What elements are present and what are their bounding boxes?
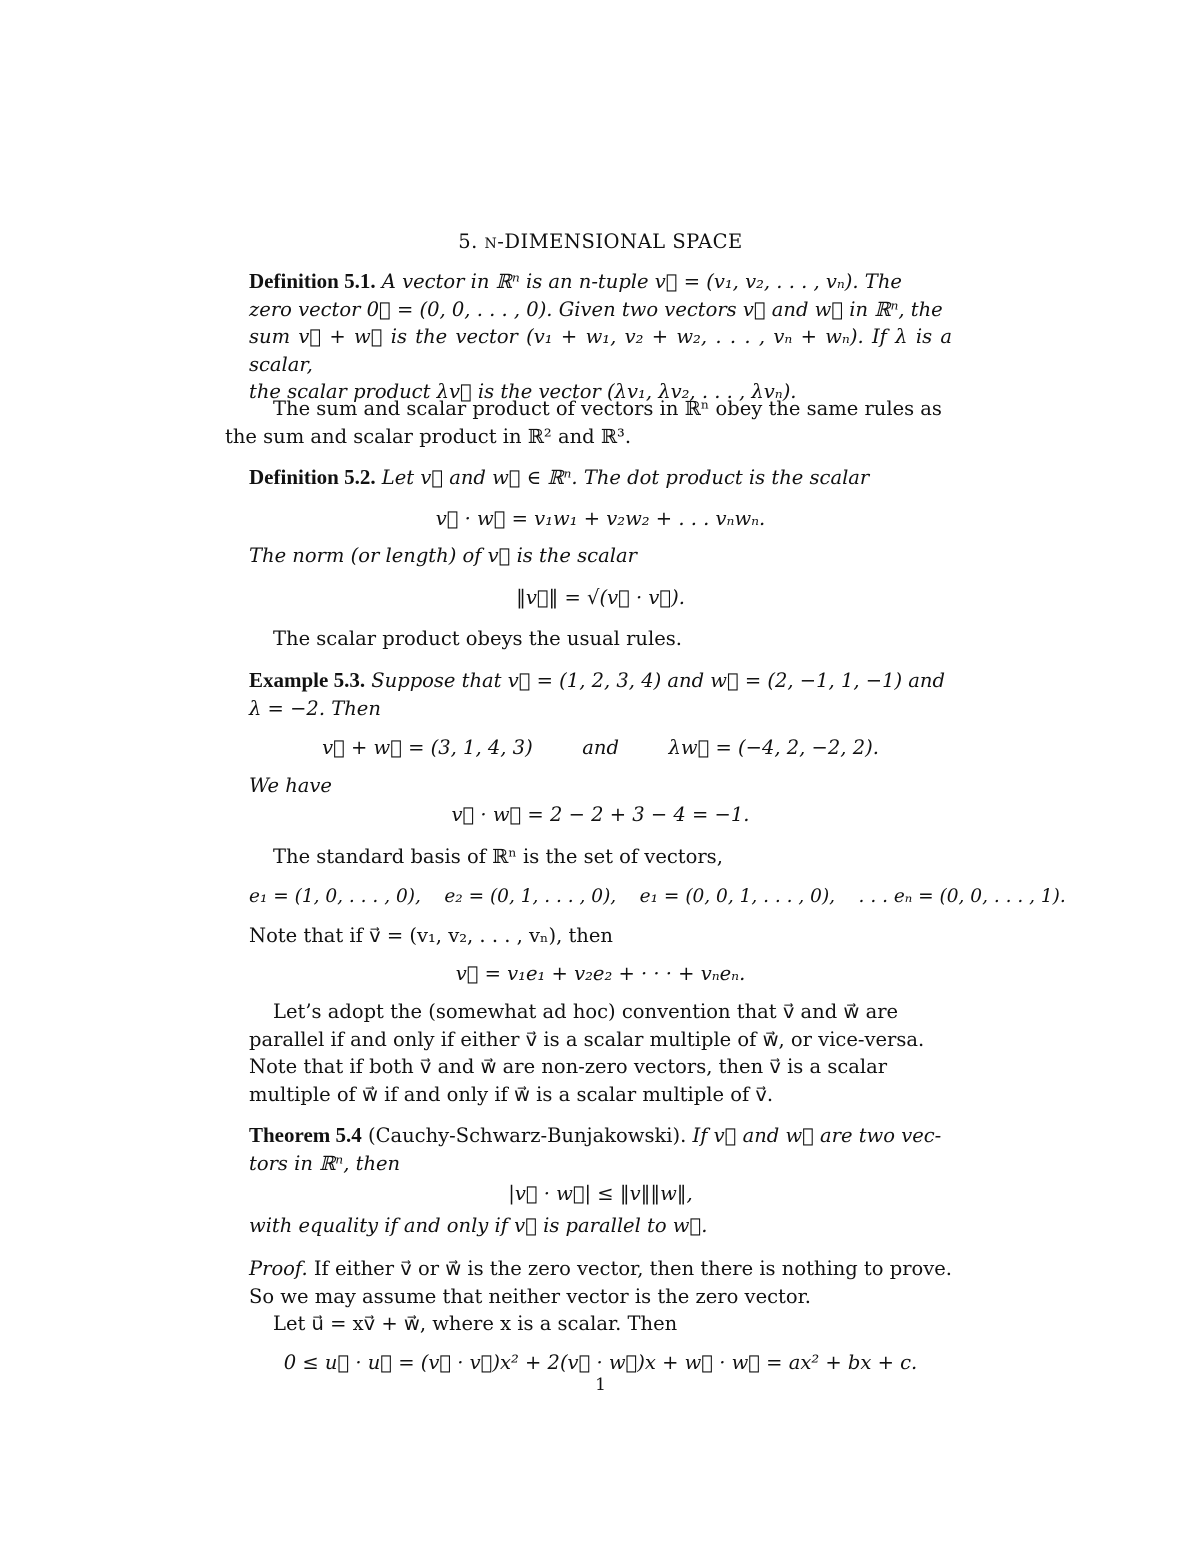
def52-text: Let v⃗ and w⃗ ∈ ℝⁿ. The dot product is the scalar	[381, 466, 870, 489]
running-title: 5. n-DIMENSIONAL SPACE	[458, 230, 743, 253]
page-number: 1	[595, 1375, 606, 1395]
equation-dot-product: v⃗ · w⃗ = v₁w₁ + v₂w₂ + . . . vₙwₙ.	[435, 507, 766, 530]
proof-line3: Let u⃗ = xv⃗ + w⃗, where x is a scalar. Then	[273, 1312, 678, 1335]
thm54-line2: tors in ℝⁿ, then	[249, 1151, 401, 1175]
ex53-text1: Suppose that v⃗ = (1, 2, 3, 4) and w⃗ = (2, −1, 1, −1) and	[371, 669, 945, 692]
equation-quadratic: 0 ≤ u⃗ · u⃗ = (v⃗ · v⃗)x² + 2(v⃗ · w⃗)x + w⃗ · w⃗ = ax² + bx + c.	[283, 1351, 918, 1374]
ex53-line1	[249, 667, 952, 695]
thm54-line3: with equality if and only if v⃗ is parallel to w⃗.	[249, 1214, 708, 1237]
def52-label: Definition 5.2.	[249, 465, 376, 489]
we-have-text: We have	[249, 774, 332, 797]
equation-basis-sum: v⃗ = v₁e₁ + v₂e₂ + · · · + vₙeₙ.	[455, 962, 746, 985]
proof	[249, 1255, 952, 1338]
def51-label: Definition 5.1.	[249, 269, 376, 293]
equation-example-dot: v⃗ · w⃗ = 2 − 2 + 3 − 4 = −1.	[451, 803, 750, 826]
paragraph-sum	[225, 395, 952, 450]
thm54-text1: If v⃗ and w⃗ are two vec-	[692, 1124, 942, 1147]
document-page	[225, 0, 1066, 1553]
def51-line2: zero vector 0⃗ = (0, 0, . . . , 0). Given two vectors v⃗ and w⃗ in ℝⁿ, the	[249, 297, 943, 321]
basis-note: Note that if v⃗ = (v₁, v₂, . . . , vₙ), then	[249, 924, 613, 947]
proof-line2: So we may assume that neither vector is the zero vector.	[249, 1284, 811, 1308]
parallel-line3: Note that if both v⃗ and w⃗ are non-zero vectors, then v⃗ is a scalar	[249, 1055, 888, 1078]
thm54-label: Theorem 5.4	[249, 1123, 362, 1147]
equation-cauchy-schwarz: |v⃗ · w⃗| ≤ ‖v‖‖w‖,	[508, 1182, 693, 1205]
parallel-line1: Let’s adopt the (somewhat ad hoc) convention that v⃗ and w⃗ are	[273, 1000, 899, 1023]
para-sum-line2: the sum and scalar product in ℝ² and ℝ³.	[225, 424, 632, 448]
ex53-label: Example 5.3.	[249, 668, 366, 692]
equation-norm: ‖v⃗‖ = √(v⃗ · v⃗).	[516, 586, 685, 609]
ex53-line2: λ = −2. Then	[249, 696, 381, 720]
parallel-line4: multiple of w⃗ if and only if w⃗ is a scalar multiple of v⃗.	[249, 1082, 774, 1106]
paragraph-parallel	[249, 998, 952, 1108]
paragraph-rules: The scalar product obeys the usual rules.	[273, 627, 682, 650]
def51-text1: A vector in ℝⁿ is an n-tuple v⃗ = (v₁, v₂, . . . , vₙ). The	[381, 270, 902, 293]
para-sum-line1: The sum and scalar product of vectors in ℝⁿ obey the same rules as	[273, 397, 942, 420]
def51-line4: the scalar product λv⃗ is the vector (λv₁, λv₂, . . . , λvₙ).	[249, 380, 797, 403]
example-5-3	[249, 667, 952, 722]
def52-line1	[249, 464, 952, 492]
proof-label: Proof.	[249, 1257, 308, 1280]
proof-line1	[249, 1255, 952, 1283]
parallel-line2: parallel if and only if either v⃗ is a scalar multiple of w⃗, or vice-versa.	[249, 1027, 925, 1051]
proof-text1: If either v⃗ or w⃗ is the zero vector, then there is nothing to prove.	[313, 1257, 953, 1280]
definition-5-2	[249, 464, 952, 492]
basis-intro: The standard basis of ℝⁿ is the set of vectors,	[273, 845, 723, 868]
definition-5-1	[249, 268, 952, 406]
equation-example-sum: v⃗ + w⃗ = (3, 1, 4, 3) and λw⃗ = (−4, 2, −2, 2).	[322, 736, 879, 759]
thm54-line1	[249, 1122, 952, 1150]
norm-definition: The norm (or length) of v⃗ is the scalar	[249, 544, 637, 567]
def51-line1	[249, 268, 952, 296]
thm54-name: (Cauchy-Schwarz-Bunjakowski).	[367, 1124, 687, 1147]
equation-basis: e₁ = (1, 0, . . . , 0), e₂ = (0, 1, . . . , 0), e₁ = (0, 0, 1, . . . , 0), . . . eₙ = (0, 0, . . . , 1).	[249, 886, 1066, 907]
theorem-5-4	[249, 1122, 952, 1177]
def51-line3: sum v⃗ + w⃗ is the vector (v₁ + w₁, v₂ + w₂, . . . , vₙ + wₙ). If λ is a scalar,	[249, 325, 952, 376]
